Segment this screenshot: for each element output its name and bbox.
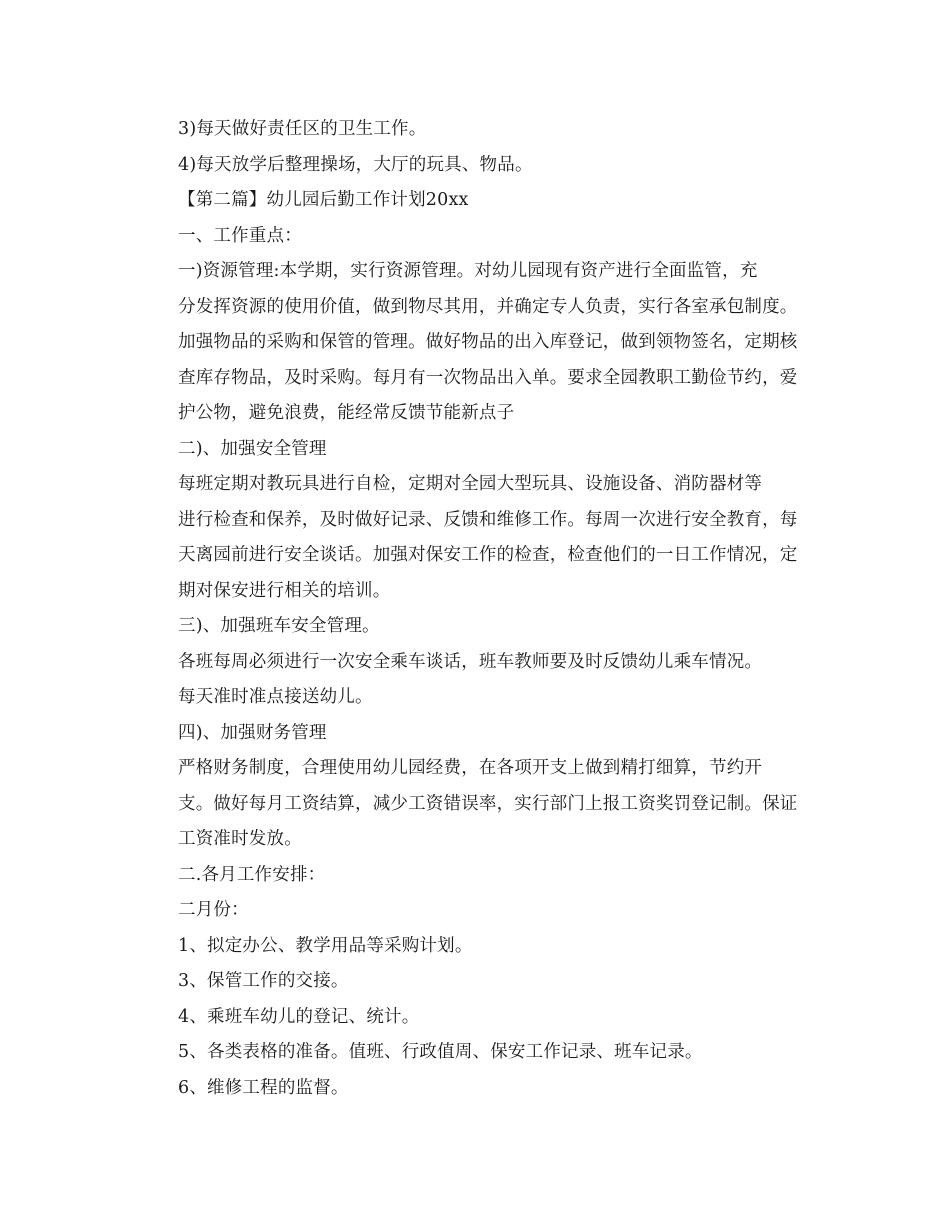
paragraph: [143, 1035, 803, 1071]
text-line: 查库存物品，及时采购。每月有一次物品出入单。要求全园教职工勤俭节约，爱: [178, 367, 798, 388]
paragraph: [143, 432, 803, 468]
text-line: 天离园前进行安全谈话。加强对保安工作的检查，检查他们的一日工作情况，定: [178, 545, 798, 565]
text-line: 严格财务制度，合理使用幼儿园经费，在各项开支上做到精打细算，节约开: [178, 758, 763, 778]
text-line: 各班每周必须进行一次安全乘车谈话，班车教师要及时反馈幼儿乘车情况。: [178, 651, 763, 672]
text-line: 进行检查和保养，及时做好记录、反馈和维修工作。每周一次进行安全教育，每: [178, 509, 798, 530]
paragraph: [143, 1000, 803, 1036]
paragraph: [143, 148, 803, 184]
paragraph: [143, 183, 803, 219]
text-line: 【第二篇】幼儿园后勤工作计划20xx: [178, 190, 469, 210]
paragraph: [143, 609, 803, 645]
text-line: 3)每天做好责任区的卫生工作。: [178, 119, 427, 139]
paragraph: [143, 751, 803, 858]
text-line: 5、各类表格的准备。值班、行政值周、保安工作记录、班车记录。: [178, 1042, 703, 1062]
paragraph: [143, 254, 803, 432]
text-line: 二月份：: [178, 900, 249, 920]
text-line: 二.各月工作安排：: [178, 864, 326, 885]
paragraph: [143, 467, 803, 609]
text-line: 一、工作重点：: [178, 225, 302, 246]
text-line: 每班定期对教玩具进行自检，定期对全园大型玩具、设施设备、消防器材等: [178, 474, 763, 494]
text-line: 三)、加强班车安全管理。: [178, 616, 380, 636]
text-line: 4、乘班车幼儿的登记、统计。: [178, 1006, 420, 1027]
paragraph: [143, 964, 803, 1000]
document-body: [143, 112, 803, 1106]
text-line: 期对保安进行相关的培训。: [178, 580, 391, 601]
text-line: 加强物品的采购和保管的管理。做好物品的出入库登记，做到领物签名，定期核: [178, 332, 798, 352]
text-line: 二)、加强安全管理: [178, 438, 327, 459]
text-line: 四)、加强财务管理: [178, 722, 327, 743]
text-line: 工资准时发放。: [178, 829, 302, 849]
text-line: 每天准时准点接送幼儿。: [178, 687, 373, 707]
text-line: 分发挥资源的使用价值，做到物尽其用，并确定专人负责，实行各室承包制度。: [178, 296, 798, 317]
paragraph: [143, 893, 803, 929]
text-line: 6、维修工程的监督。: [178, 1077, 349, 1098]
text-line: 护公物，避免浪费，能经常反馈节能新点子: [178, 403, 515, 423]
paragraph: [143, 716, 803, 752]
paragraph: [143, 1071, 803, 1107]
text-line: 3、保管工作的交接。: [178, 971, 349, 991]
paragraph: [143, 858, 803, 894]
paragraph: [143, 112, 803, 148]
text-line: 4)每天放学后整理操场，大厅的玩具、物品。: [178, 154, 533, 175]
text-line: 1、拟定办公、教学用品等采购计划。: [178, 935, 473, 956]
text-line: 一)资源管理:本学期，实行资源管理。对幼儿园现有资产进行全面监管，充: [178, 261, 758, 281]
paragraph: [143, 929, 803, 965]
paragraph: [143, 219, 803, 255]
paragraph: [143, 645, 803, 716]
text-line: 支。做好每月工资结算，减少工资错误率，实行部门上报工资奖罚登记制。保证: [178, 793, 798, 814]
